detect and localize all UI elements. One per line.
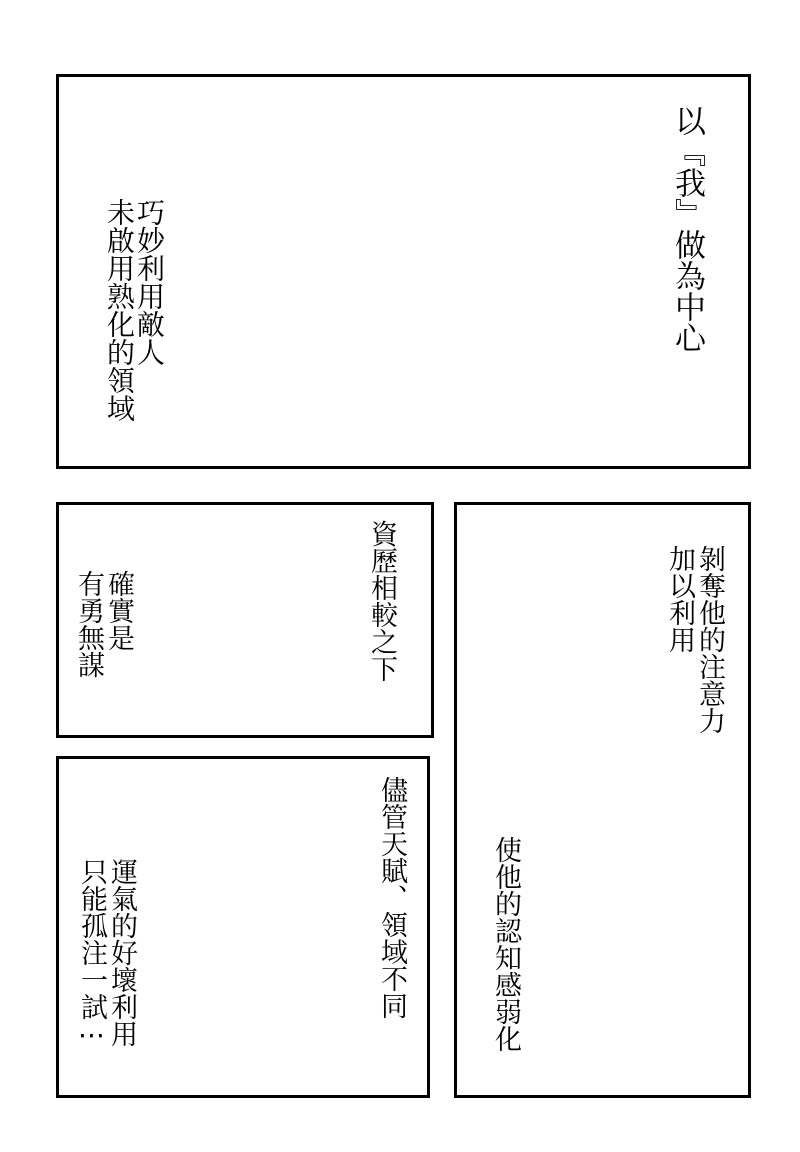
panel-right-top-text: 剝奪他的注意力 加以利用 bbox=[664, 545, 725, 734]
panel-middle-left-right-text: 資歷相較之下 bbox=[366, 520, 397, 682]
panel-bottom-left-right-text: 儘管天賦、領域不同 bbox=[376, 776, 407, 1019]
panel-bottom-left-left-text: 運氣的好壞利用 只能孤注一試⋯ bbox=[76, 858, 137, 1051]
panel-top-left-text: 巧妙利用敵人 未啟用熟化的領域 bbox=[103, 198, 166, 422]
panel-right-bottom-text: 使他的認知感弱化 bbox=[490, 836, 521, 1052]
panel-middle-left-left-text: 確實是 有勇無謀 bbox=[73, 570, 134, 678]
panel-top-right-text: 以『我』做為中心 bbox=[669, 105, 705, 353]
